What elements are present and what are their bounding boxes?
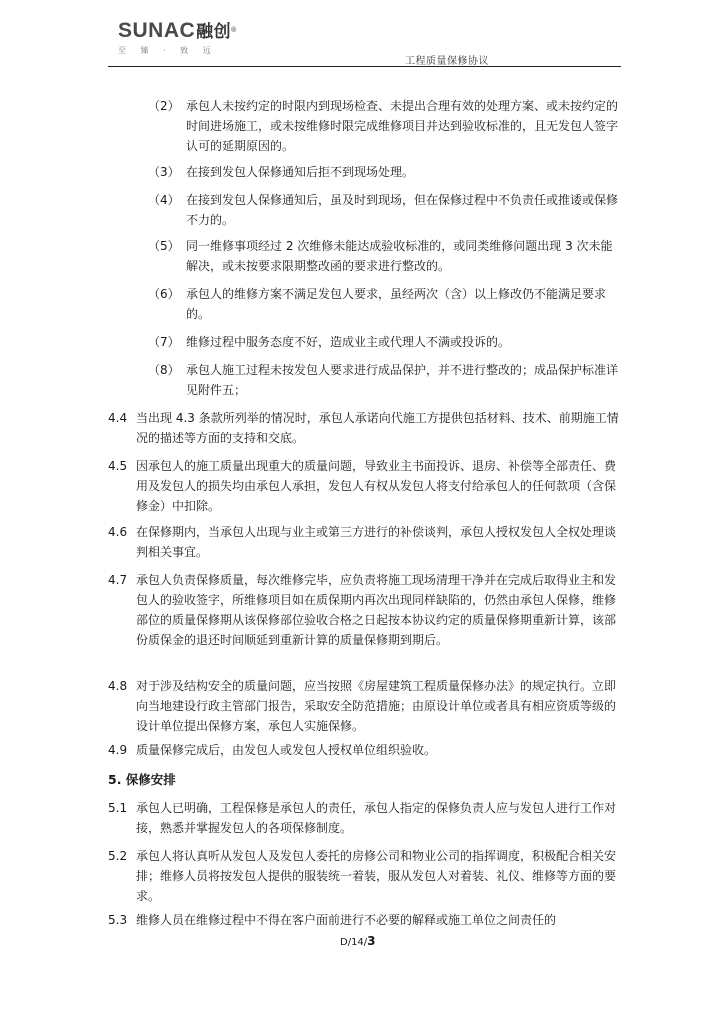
sub-item-text: 维修过程中服务态度不好，造成业主或代理人不满或投诉的。 [186, 335, 511, 349]
sub-item-text: 在接到发包人保修通知后拒不到现场处理。 [186, 165, 415, 179]
clause-item [108, 676, 624, 736]
sub-item-number: （5） [148, 239, 180, 253]
sub-item [148, 284, 624, 324]
clause-item [108, 570, 624, 650]
clause-item [108, 408, 624, 448]
sub-item-text: 同一维修事项经过 2 次维修未能达成验收标准的，或同类维修问题出现 3 次未能解决，或未按要求限期整改函的要求进行整改的。 [186, 239, 613, 273]
logo-wordmark: SUNAC融创® [118, 19, 237, 42]
clause-text: 质量保修完成后，由发包人或发包人授权单位组织验收。 [136, 743, 437, 757]
sub-item [148, 190, 624, 230]
clause-number: 4.7 [108, 573, 128, 587]
clause-item [108, 522, 624, 562]
logo-tagline: 至 臻 · 致 远 [118, 46, 217, 55]
clause-item [108, 846, 624, 906]
sub-item-number: （3） [148, 165, 180, 179]
clause-number: 4.4 [108, 411, 128, 425]
clause-item [108, 798, 624, 838]
clause-text: 在保修期内，当承包人出现与业主或第三方进行的补偿谈判，承包人授权发包人全权处理谈判相关事宜。 [136, 525, 617, 559]
clause-number: 4.8 [108, 679, 128, 693]
sub-item-number: （4） [148, 193, 180, 207]
document-title: 工程质量保修协议 [405, 56, 489, 67]
sub-item [148, 360, 624, 400]
clause-text: 承包人负责保修质量，每次维修完毕，应负责将施工现场清理干净并在完成后取得业主和发包人的验收签字，所维修项目如在质保期内再次出现同样缺陷的，仍然由承包人保修，维修部位的质量保修期从该保修部位验收合格之日起按本协议约定的质量保修期重新计算，该部份质保金的退还时间顺延到重新计算的质量保修期到期后。 [136, 573, 617, 647]
sunac-logo [118, 20, 237, 56]
clause-item [108, 910, 624, 930]
clause-number: 5.2 [108, 849, 128, 863]
clause-item [108, 740, 624, 760]
clause-number: 5.3 [108, 913, 128, 927]
clause-text: 因承包人的施工质量出现重大的质量问题，导致业主书面投诉、退房、补偿等全部责任、费用及发包人的损失均由承包人承担，发包人有权从发包人将支付给承包人的任何款项（含保修金）中扣除。 [136, 459, 617, 513]
sub-item-text: 承包人施工过程未按发包人要求进行成品保护，并不进行整改的；成品保护标准详见附件五； [186, 363, 619, 397]
sub-item-number: （7） [148, 335, 180, 349]
sub-item [148, 236, 624, 276]
clause-number: 4.9 [108, 743, 128, 757]
footer-doc-code: D/14/ [340, 937, 368, 948]
section-heading: 5. 保修安排 [108, 772, 176, 787]
page-footer [340, 934, 376, 948]
page-number: 3 [367, 934, 376, 948]
clause-text: 当出现 4.3 条款所列举的情况时，承包人承诺向代施工方提供包括材料、技术、前期施工情况的描述等方面的支持和交底。 [136, 411, 619, 445]
clause-item [108, 456, 624, 516]
sub-item-text: 承包人未按约定的时限内到现场检查、未提出合理有效的处理方案、或未按约定的时间进场施工，或未按维修时限完成维修项目并达到验收标准的，且无发包人签字认可的延期原因的。 [186, 99, 619, 153]
sub-item-text: 承包人的维修方案不满足发包人要求，虽经两次（含）以上修改仍不能满足要求的。 [186, 287, 607, 321]
clause-number: 5.1 [108, 801, 128, 815]
header-divider [108, 66, 621, 67]
sub-item-number: （2） [148, 99, 180, 113]
sub-item [148, 162, 624, 182]
sub-item [148, 96, 624, 156]
clause-text: 维修人员在维修过程中不得在客户面前进行不必要的解释或施工单位之间责任的 [136, 913, 557, 927]
sub-item-number: （8） [148, 363, 180, 377]
clause-number: 4.6 [108, 525, 128, 539]
sub-item-text: 在接到发包人保修通知后，虽及时到现场，但在保修过程中不负责任或推诿或保修不力的。 [186, 193, 619, 227]
sub-item [148, 332, 624, 352]
clause-text: 承包人已明确，工程保修是承包人的责任，承包人指定的保修负责人应与发包人进行工作对接，熟悉并掌握发包人的各项保修制度。 [136, 801, 617, 835]
clause-number: 4.5 [108, 459, 128, 473]
clause-text: 对于涉及结构安全的质量问题，应当按照《房屋建筑工程质量保修办法》的规定执行。立即向当地建设行政主管部门报告，采取安全防范措施；由原设计单位或者具有相应资质等级的设计单位提出保修方案，承包人实施保修。 [136, 679, 617, 733]
clause-text: 承包人将认真听从发包人及发包人委托的房修公司和物业公司的指挥调度，积极配合相关安排；维修人员将按发包人提供的服装统一着装，服从发包人对着装、礼仪、维修等方面的要求。 [136, 849, 617, 903]
sub-item-number: （6） [148, 287, 180, 301]
